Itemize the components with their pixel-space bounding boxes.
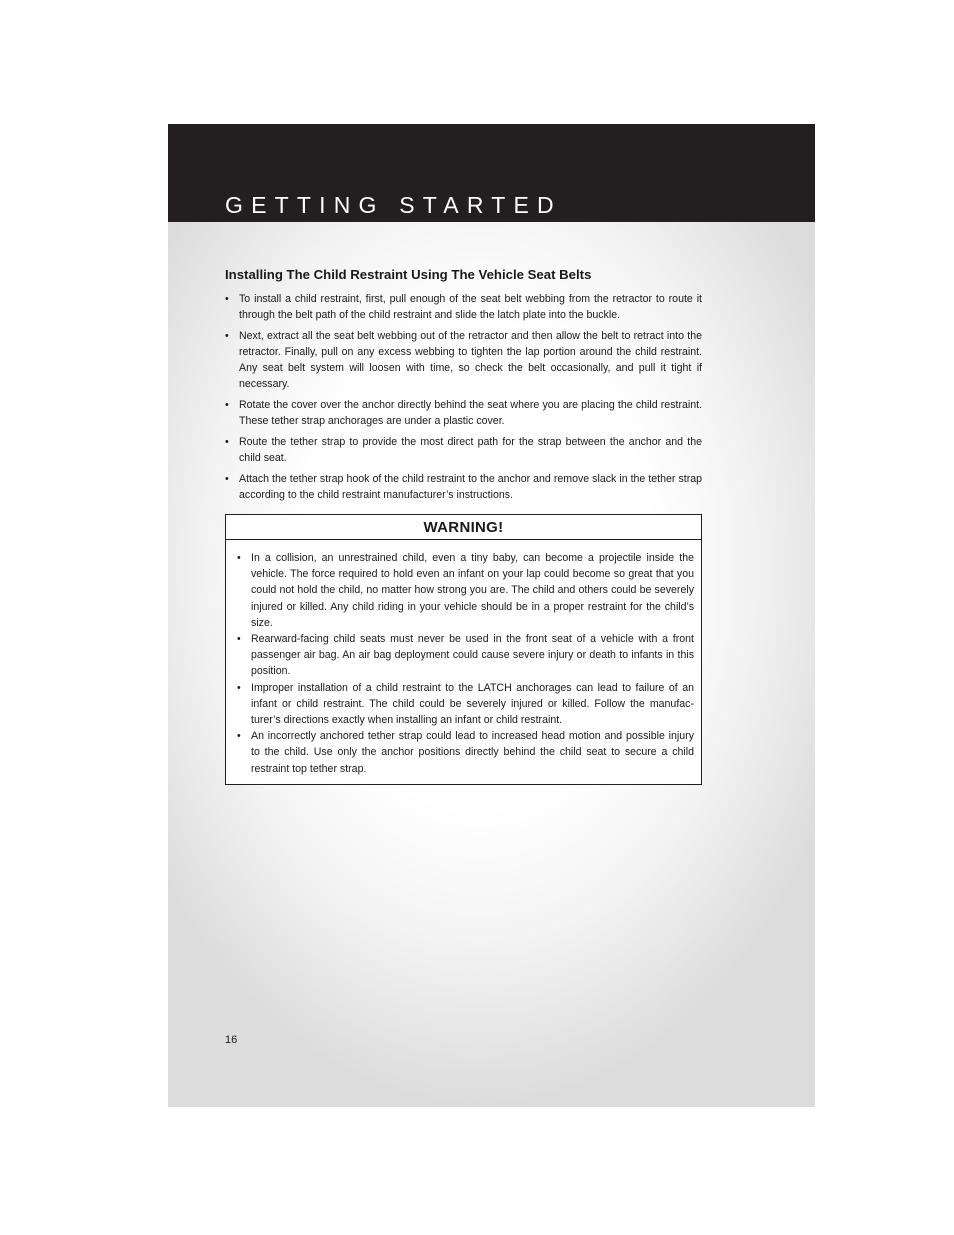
warning-item: • In a collision, an unrestrained child, even a tiny baby, can become a projectile inside the vehicle. The force required to hold even an infant on your lap could become so great that you could not hold the child, no matter how strong you are. The child and others could be severely injured or killed. Any child riding in your vehicle should be in a proper restraint for the child’s size. xyxy=(237,550,694,631)
instruction-item: • Route the tether strap to provide the most direct path for the strap between the anchor and the child seat. xyxy=(225,435,702,467)
instruction-item: • Rotate the cover over the anchor directly behind the seat where you are placing the child restraint. These tether strap anchorages are under a plastic cover. xyxy=(225,398,702,430)
chapter-header-bar xyxy=(168,124,815,222)
warning-item: • Rearward-facing child seats must never be used in the front seat of a vehicle with a front passenger air bag. An air bag deployment could cause severe injury or death to infants in this position. xyxy=(237,631,694,680)
warning-item: • An incorrectly anchored tether strap could lead to increased head motion and possible injury to the child. Use only the anchor positions directly behind the child seat to secure a child restraint top tether strap. xyxy=(237,728,694,777)
manual-page xyxy=(168,124,815,1107)
warning-item: • Improper installation of a child restraint to the LATCH anchorages can lead to failure of an infant or child restraint. The child could be severely injured or killed. Follow the manufac-turer’s directions exactly when installing an infant or child restraint. xyxy=(237,680,694,729)
instruction-list xyxy=(225,292,702,509)
warning-box xyxy=(225,514,702,785)
chapter-title: GETTING STARTED xyxy=(225,192,562,218)
instruction-item: • Attach the tether strap hook of the child restraint to the anchor and remove slack in the tether strap according to the child restraint manufacturer’s instructions. xyxy=(225,472,702,504)
page-number: 16 xyxy=(225,1034,238,1046)
warning-title: WARNING! xyxy=(226,515,701,540)
section-heading: Installing The Child Restraint Using The Vehicle Seat Belts xyxy=(225,267,592,282)
instruction-item: • Next, extract all the seat belt webbing out of the retractor and then allow the belt to retract into the retractor. Finally, pull on any excess webbing to tighten the lap portion around the child restraint. Any seat belt system will loosen with time, so check the belt occasionally, and pull it tight if necessary. xyxy=(225,329,702,393)
warning-list xyxy=(226,540,701,777)
instruction-item: • To install a child restraint, first, pull enough of the seat belt webbing from the retractor to route it through the belt path of the child restraint and slide the latch plate into the buckle. xyxy=(225,292,702,324)
